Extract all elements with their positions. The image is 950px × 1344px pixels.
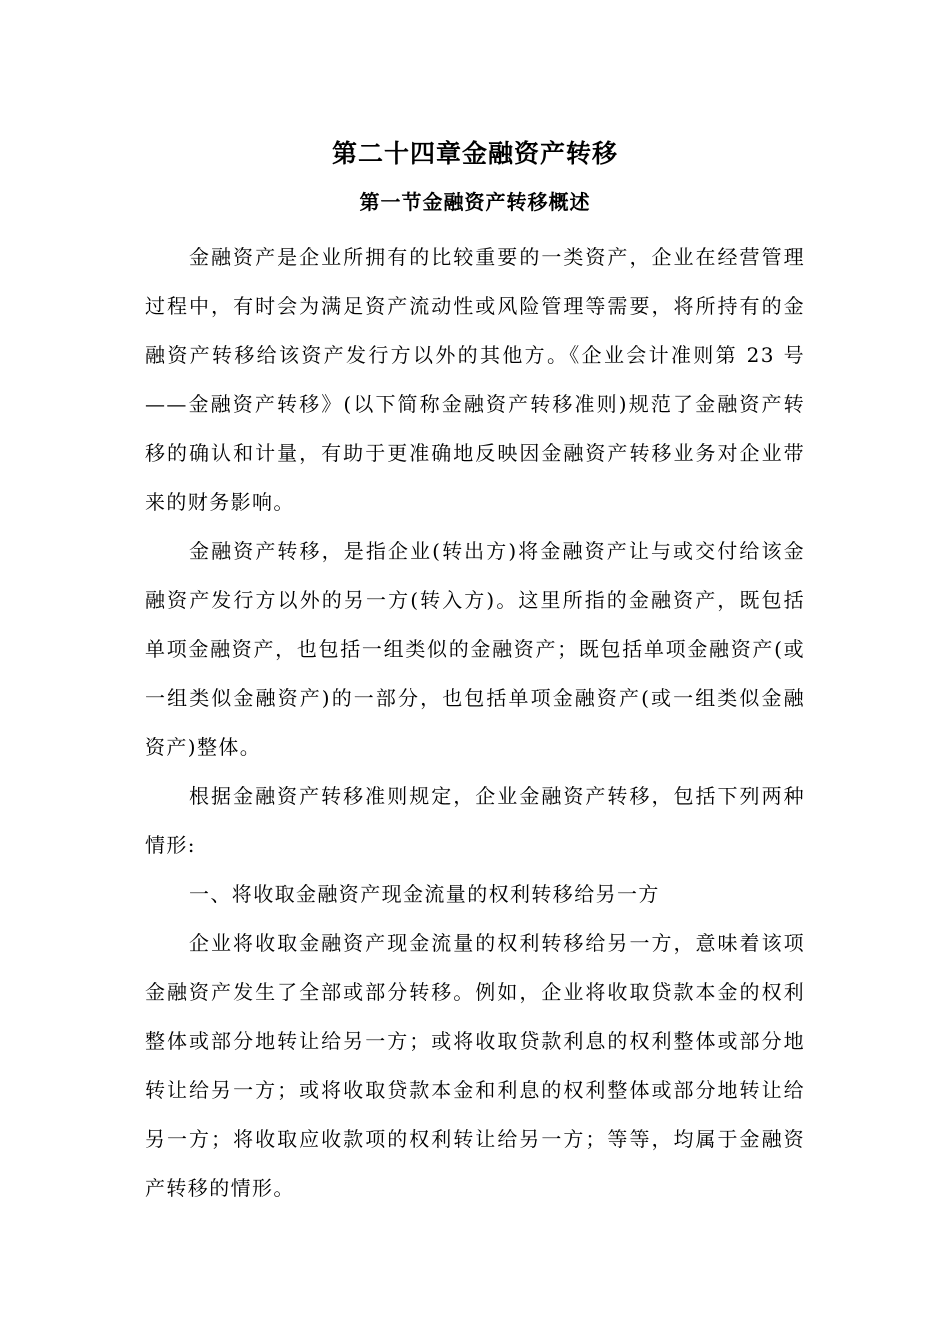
paragraph-cases-intro: 根据金融资产转移准则规定，企业金融资产转移，包括下列两种情形: [145, 784, 805, 857]
subheading-case-one: 一、将收取金融资产现金流量的权利转移给另一方 [189, 882, 660, 906]
chapter-title: 第二十四章金融资产转移 [331, 139, 618, 168]
paragraph-definition: 金融资产转移，是指企业(转出方)将金融资产让与或交付给该金融资产发行方以外的另一方(转入方)。这里所指的金融资产，既包括单项金融资产，也包括一组类似的金融资产；既包括单项金融资产(或一组类似金融资产)的一部分，也包括单项金融资产(或一组类似金融资产)整体。 [145, 539, 805, 759]
section-title: 第一节金融资产转移概述 [359, 190, 591, 214]
paragraph-intro: 金融资产是企业所拥有的比较重要的一类资产，企业在经营管理过程中，有时会为满足资产流动性或风险管理等需要，将所持有的金融资产转移给该资产发行方以外的其他方。《企业会计准则第 23 号——金融资产转移》(以下简称金融资产转移准则)规范了金融资产转移的确认和计量，有助于更准确地反映因金融资产转移业务对企业带来的财务影响。 [145, 245, 805, 514]
body-text [145, 233, 805, 1213]
paragraph-case-one: 企业将收取金融资产现金流量的权利转移给另一方，意味着该项金融资产发生了全部或部分转移。例如，企业将收取贷款本金的权利整体或部分地转让给另一方；或将收取贷款利息的权利整体或部分地转让给另一方；或将收取贷款本金和利息的权利整体或部分地转让给另一方；将收取应收款项的权利转让给另一方；等等，均属于金融资产转移的情形。 [145, 931, 805, 1200]
